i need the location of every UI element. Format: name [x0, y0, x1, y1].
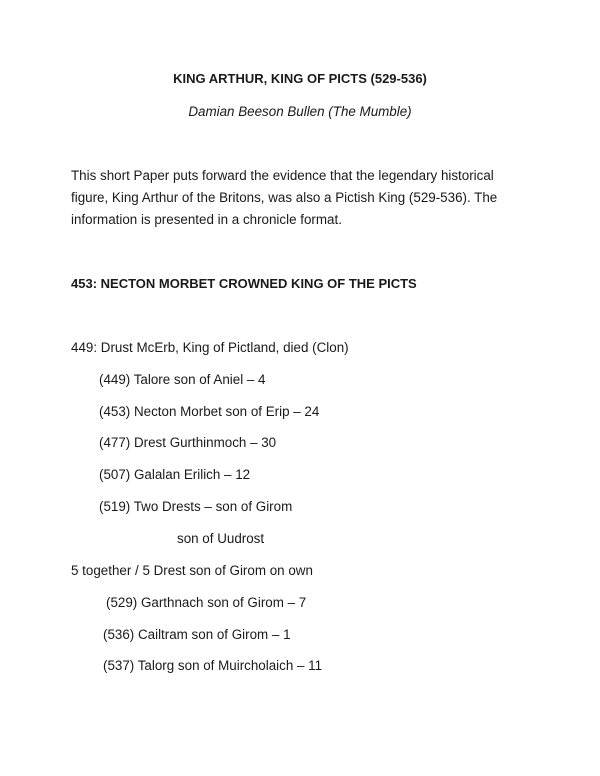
section-heading: 453: NECTON MORBET CROWNED KING OF THE PICTS [71, 276, 417, 291]
chronicle-entry: (453) Necton Morbet son of Erip – 24 [99, 404, 320, 419]
intro-line-2: figure, King Arthur of the Britons, was also a Pictish King (529-536). The [71, 190, 498, 205]
chronicle-entry: (529) Garthnach son of Girom – 7 [106, 595, 307, 610]
chronicle-entry: (536) Cailtram son of Girom – 1 [103, 627, 291, 642]
document-author: Damian Beeson Bullen (The Mumble) [188, 104, 412, 119]
chronicle-entry: (507) Galalan Erilich – 12 [99, 467, 251, 482]
document-title: KING ARTHUR, KING OF PICTS (529-536) [173, 71, 427, 86]
chronicle-entry: (537) Talorg son of Muircholaich – 11 [103, 658, 323, 673]
intro-line-3: information is presented in a chronicle format. [71, 212, 342, 227]
chronicle-entry: 449: Drust McErb, King of Pictland, died (Clon) [71, 340, 349, 355]
chronicle-entry: (449) Talore son of Aniel – 4 [99, 372, 266, 387]
chronicle-entry: (477) Drest Gurthinmoch – 30 [99, 435, 277, 450]
chronicle-entry: 5 together / 5 Drest son of Girom on own [71, 563, 313, 578]
intro-line-1: This short Paper puts forward the evidence that the legendary historical [71, 168, 494, 183]
chronicle-entry: son of Uudrost [177, 531, 265, 546]
chronicle-entry: (519) Two Drests – son of Girom [99, 499, 293, 514]
